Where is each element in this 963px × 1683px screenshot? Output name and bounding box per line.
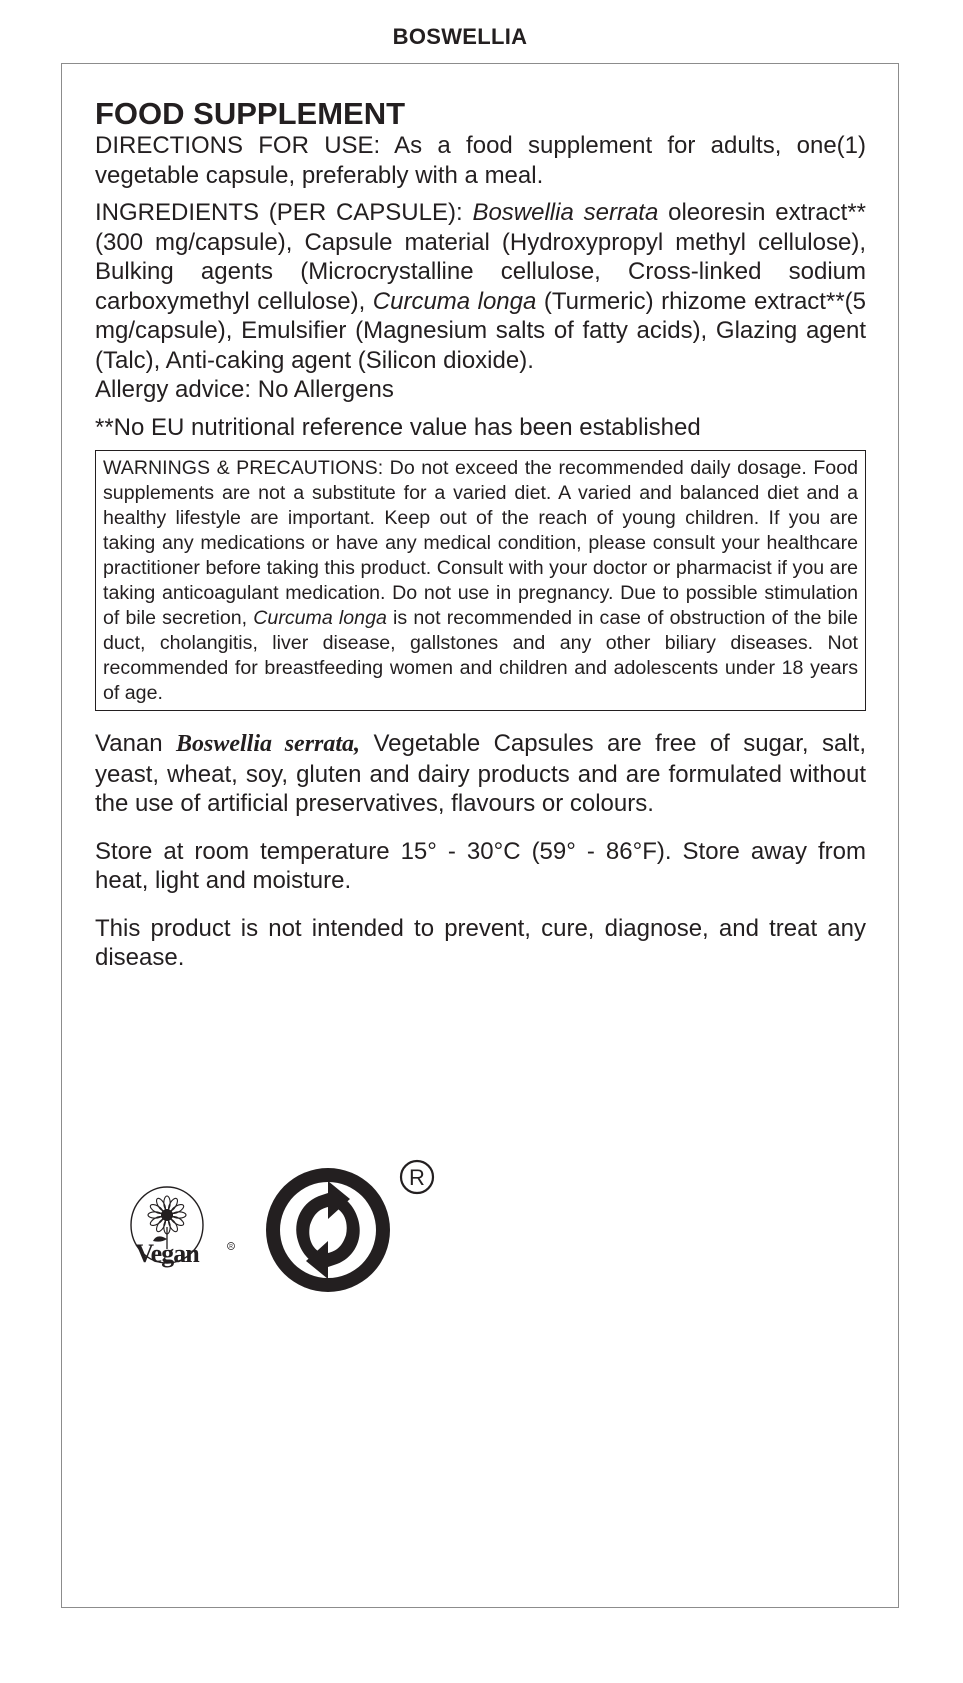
ingredients-part-2: (Turmeric) rhizome extract**(5 mg/capsule), Emulsifier (Magnesium salts of fatty acids), Glazing agent (Talc), Anti-caking agent (Silicon dioxide).: [95, 287, 866, 374]
svg-text:R: R: [229, 1244, 233, 1250]
svg-text:R: R: [409, 1165, 425, 1190]
product-name-title: BOSWELLIA: [392, 24, 528, 49]
vegan-logo-text: Vegan: [135, 1239, 199, 1268]
ingredients-prefix: INGREDIENTS (PER CAPSULE):: [95, 199, 473, 226]
ingredient-boswellia-name: Boswellia serrata: [472, 199, 659, 226]
green-dot-recycling-icon: [262, 1155, 417, 1305]
vegan-sunflower-icon: [125, 1183, 243, 1293]
warnings-box: [95, 450, 866, 711]
label-content: [95, 97, 866, 973]
allergy-advice: Allergy advice: No Allergens: [95, 376, 394, 403]
storage-instructions: Store at room temperature 15° - 30°C (59° - 86°F). Store away from heat, light and moisture.: [95, 837, 866, 894]
free-from-statement: [95, 729, 866, 819]
ingredient-curcuma-name: Curcuma longa: [372, 287, 537, 315]
certification-logos: [125, 1155, 445, 1305]
registered-trademark-icon: [395, 1155, 439, 1199]
label-panel: [61, 63, 899, 1608]
warnings-part-2: is not recommended in case of obstruction of the bile duct, cholangitis, liver disease, gallstones and any other biliary diseases. Not recommended for breastfeeding women and children and adolescents under 18 years of age.: [103, 607, 859, 704]
brand-name: Vanan: [95, 730, 176, 757]
warnings-curcuma-name: Curcuma longa: [253, 607, 387, 629]
food-supplement-heading: FOOD SUPPLEMENT: [95, 96, 406, 131]
free-from-species: Boswellia serrata,: [176, 731, 361, 757]
warnings-part-1: WARNINGS & PRECAUTIONS: Do not exceed the recommended daily dosage. Food supplements are not a substitute for a varied diet. A varied and balanced diet and a healthy lifestyle are important. Keep out of the reach of young children. If you are taking any medications or have any medical condition, please consult your healthcare practitioner before taking this product. Consult with your doctor or pharmacist if you are taking anticoagulant medication. Do not use in pregnancy. Due to possible stimulation of bile secretion,: [103, 457, 858, 629]
disclaimer-text: This product is not intended to prevent, cure, diagnose, and treat any disease.: [95, 914, 866, 971]
free-from-text: Vegetable Capsules are free of sugar, salt, yeast, wheat, soy, gluten and dairy products and are formulated without the use of artificial preservatives, flavours or colours.: [95, 730, 866, 817]
nrv-footnote: **No EU nutritional reference value has been established: [95, 413, 701, 441]
directions-text: DIRECTIONS FOR USE: As a food supplement for adults, one(1) vegetable capsule, preferably with a meal.: [95, 132, 866, 189]
ingredients-part-1: oleoresin extract**(300 mg/capsule), Capsule material (Hydroxypropyl methyl cellulose), Bulking agents (Microcrystalline cellulose, Cross-linked sodium carboxymethyl cellulose),: [95, 199, 866, 315]
ingredients-text: [95, 198, 866, 375]
